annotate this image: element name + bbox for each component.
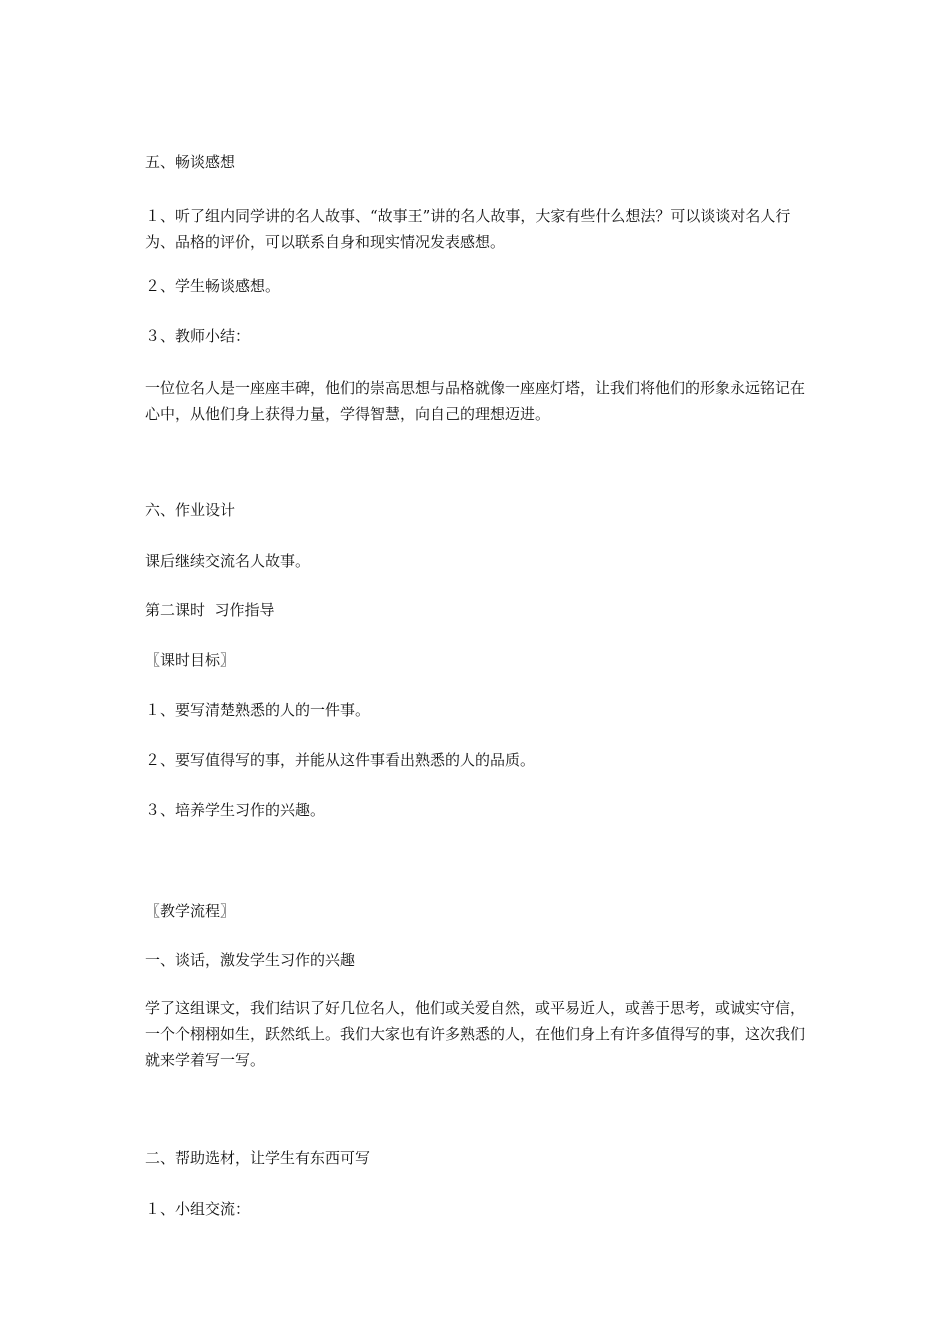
homework-text: 课后继续交流名人故事。 — [145, 552, 311, 570]
step-heading-1: 一、谈话，激发学生习作的兴趣 — [145, 951, 356, 969]
process-heading: 〖教学流程〗 — [145, 902, 236, 920]
list-item-3: ３、教师小结： — [145, 327, 251, 345]
list-item-1: １、听了组内同学讲的名人故事、“故事王”讲的名人故事，大家有些什么想法？可以谈谈对名人行为、品格的评价，可以联系自身和现实情况发表感想。 — [145, 207, 791, 251]
objective-item-1: １、要写清楚熟悉的人的一件事。 — [145, 701, 371, 719]
section-heading-6: 六、作业设计 — [145, 501, 236, 519]
section-heading-5: 五、畅谈感想 — [145, 153, 236, 171]
objective-item-3: ３、培养学生习作的兴趣。 — [145, 801, 326, 819]
objective-item-2: ２、要写值得写的事，并能从这件事看出熟悉的人的品质。 — [145, 751, 536, 769]
group-discussion-item: １、小组交流： — [145, 1200, 251, 1218]
objectives-heading: 〖课时目标〗 — [145, 651, 236, 669]
summary-paragraph: 一位位名人是一座座丰碑，他们的崇高思想与品格就像一座座灯塔，让我们将他们的形象永远铭记在心中，从他们身上获得力量，学得智慧，向自己的理想迈进。 — [145, 379, 806, 423]
intro-paragraph: 学了这组课文，我们结识了好几位名人，他们或关爱自然，或平易近人，或善于思考，或诚实守信，一个个栩栩如生，跃然纸上。我们大家也有许多熟悉的人，在他们身上有许多值得写的事，这次我们就来学着写一写。 — [145, 999, 806, 1069]
step-heading-2: 二、帮助选材，让学生有东西可写 — [145, 1149, 371, 1167]
lesson-title: 第二课时 习作指导 — [145, 601, 275, 619]
list-item-2: ２、学生畅谈感想。 — [145, 277, 281, 295]
